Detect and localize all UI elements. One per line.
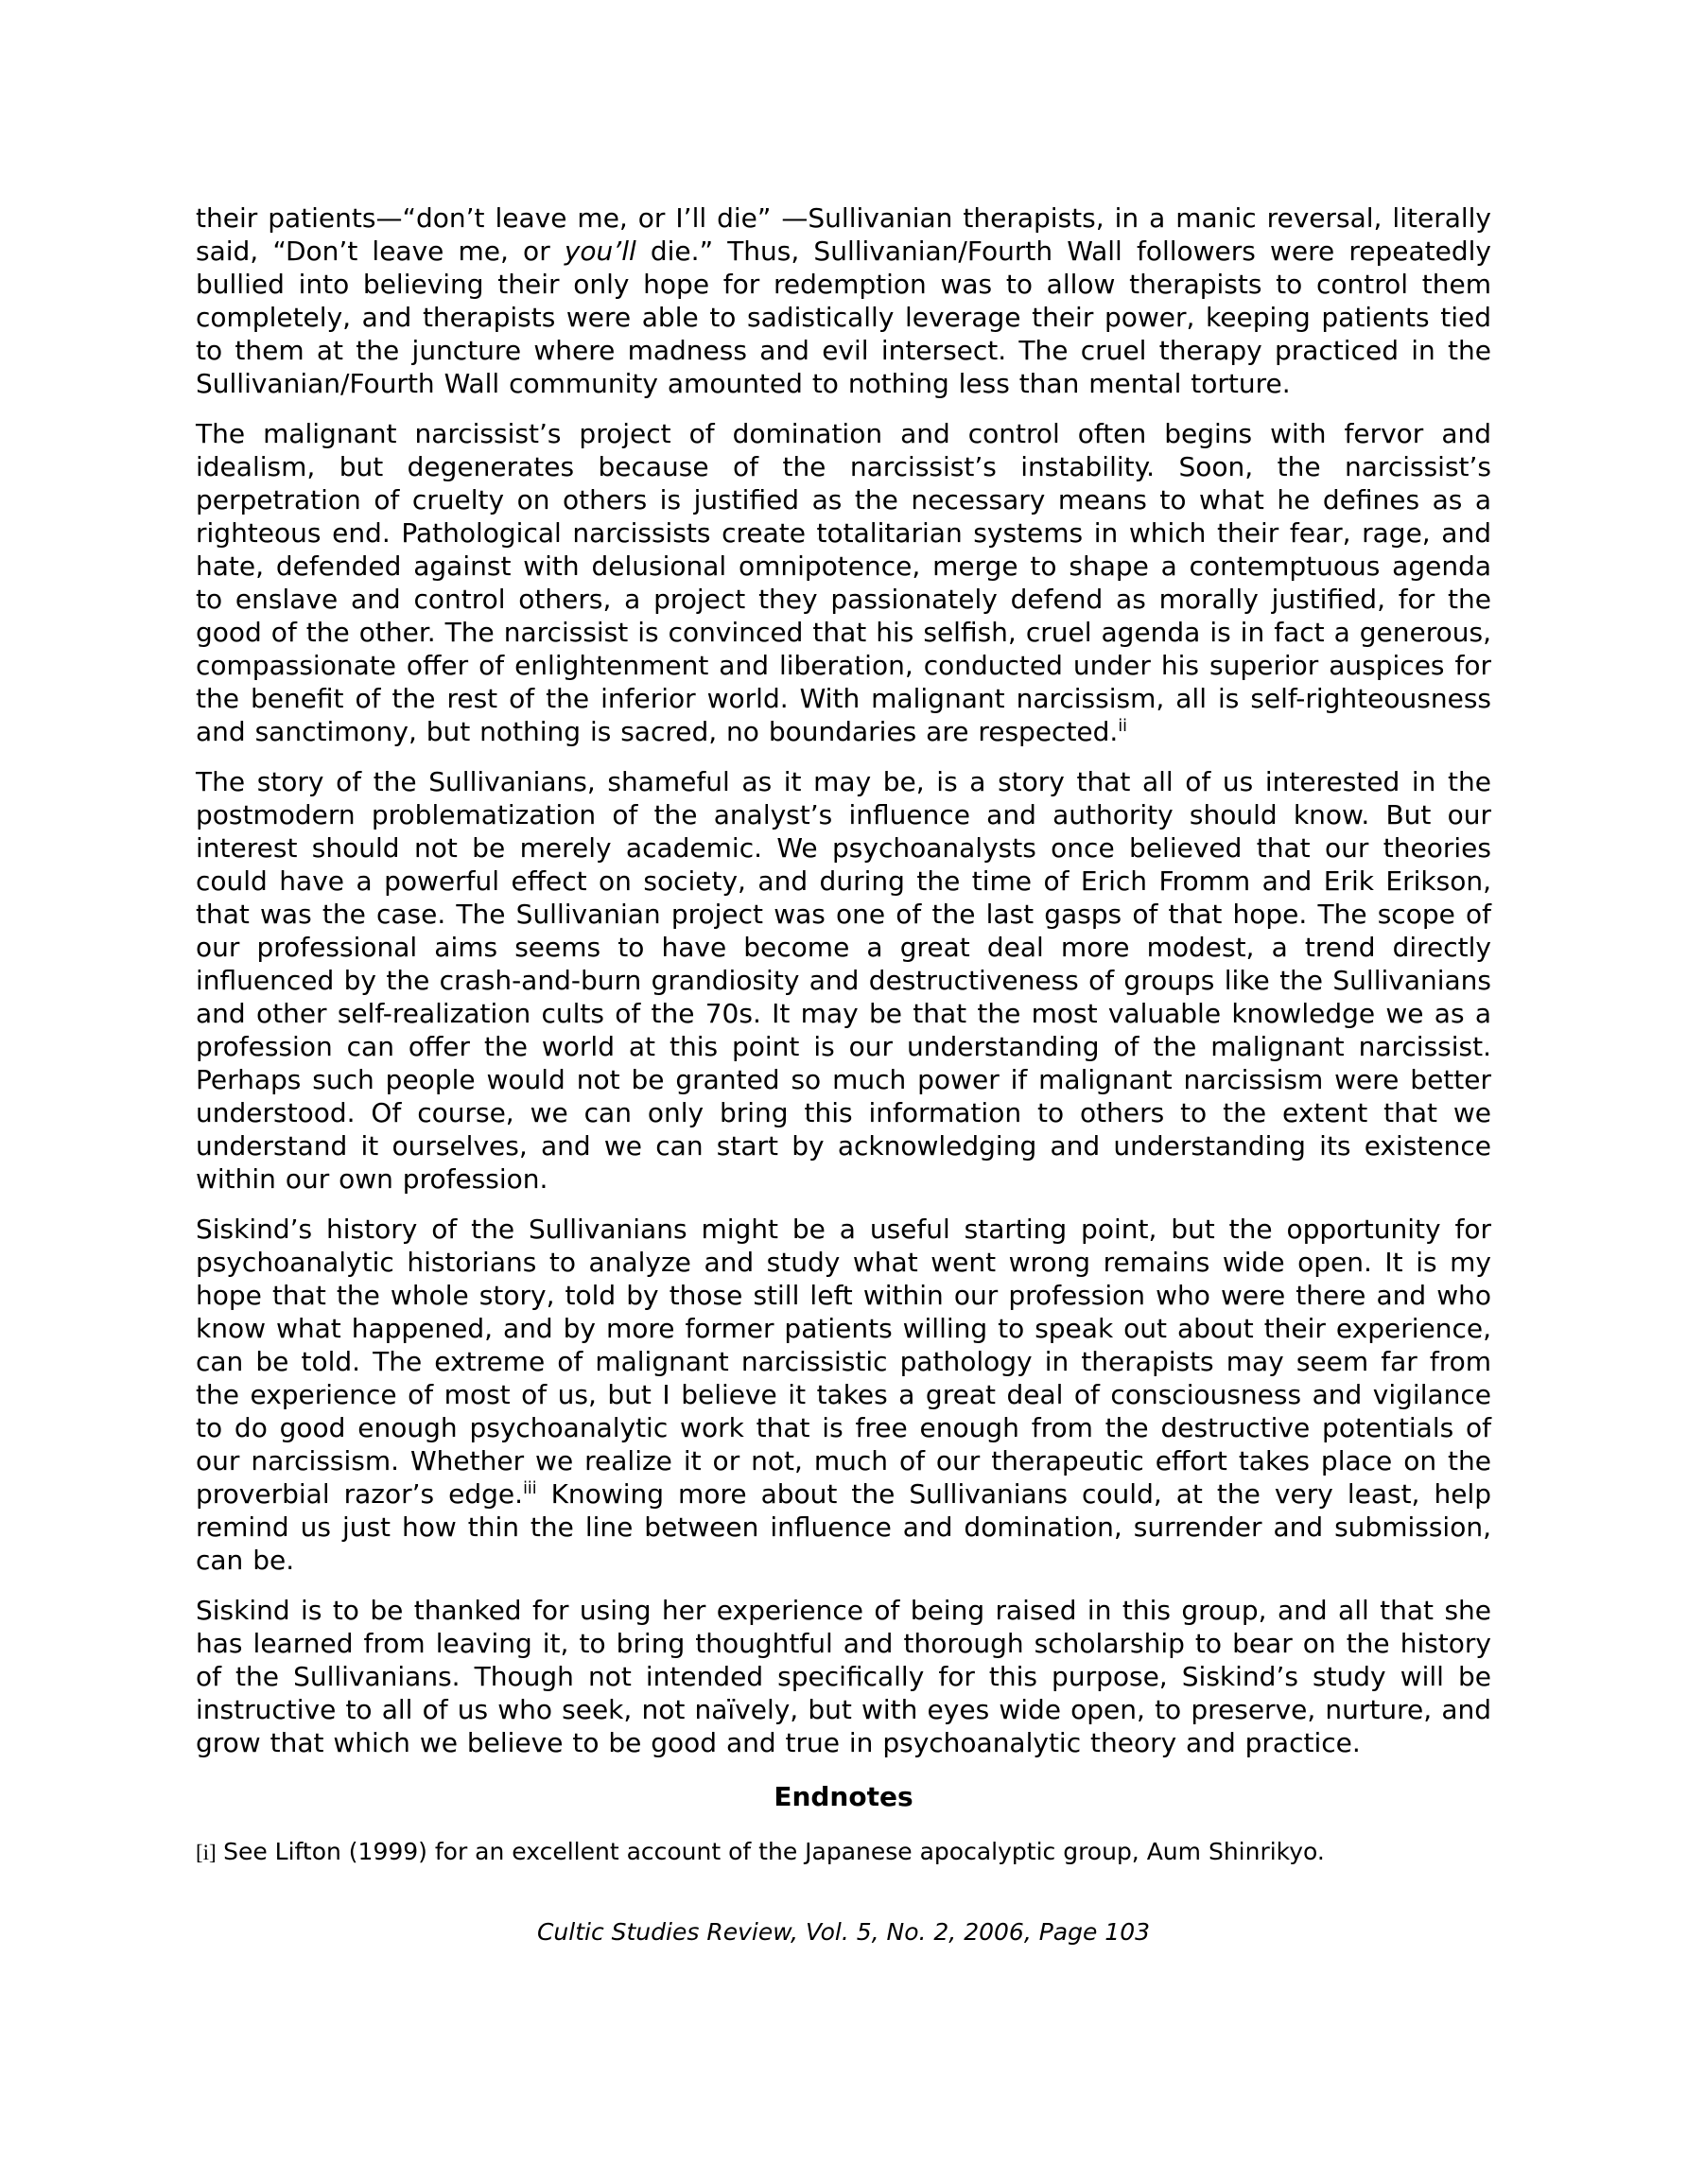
body-paragraph-1	[196, 201, 1491, 400]
body-paragraph-3	[196, 765, 1491, 1196]
body-paragraph-4	[196, 1213, 1491, 1577]
endnote-marker[interactable]: [i]	[196, 1841, 217, 1864]
endnote-item	[196, 1836, 1491, 1868]
paragraph-text: die.” Thus, Sullivanian/Fourth Wall followers were repeatedly bullied into believing their only hope for redemption was to allow therapists to control them completely, and therapists were able to sadistically leverage their power, keeping patients tied to them at the juncture where madness and evil intersect. The cruel therapy practiced in the Sullivanian/Fourth Wall community amounted to nothing less than mental torture.	[196, 236, 1491, 399]
paragraph-text: Siskind’s history of the Sullivanians might be a useful starting point, but the opportunity for psychoanalytic historians to analyze and study what went wrong remains wide open. It is my hope that the whole story, told by those still left within our profession who were there and who know what happened, and by more former patients willing to speak out about their experience, can be told. The extreme of malignant narcissistic pathology in therapists may seem far from the experience of most of us, but I believe it takes a great deal of consciousness and vigilance to do good enough psychoanalytic work that is free enough from the destructive potentials of our narcissism. Whether we realize it or not, much of our therapeutic effort takes place on the proverbial razor’s edge.	[196, 1214, 1491, 1510]
body-paragraph-5	[196, 1594, 1491, 1759]
endnotes-heading: Endnotes	[774, 1781, 913, 1812]
endnote-text: See Lifton (1999) for an excellent account of the Japanese apocalyptic group, Aum Shinrikyo.	[223, 1838, 1325, 1865]
page-footer: Cultic Studies Review, Vol. 5, No. 2, 2006, Page 103	[536, 1918, 1151, 1946]
paragraph-text: Siskind is to be thanked for using her experience of being raised in this group, and all that she has learned from leaving it, to bring thoughtful and thorough scholarship to bear on the history of the Sullivanians. Though not intended specifically for this purpose, Siskind’s study will be instructive to all of us who seek, not naïvely, but with eyes wide open, to preserve, nurture, and grow that which we believe to be good and true in psychoanalytic theory and practice.	[196, 1595, 1491, 1758]
paragraph-text: The malignant narcissist’s project of domination and control often begins with fervor and idealism, but degenerates because of the narcissist’s instability. Soon, the narcissist’s perpetration of cruelty on others is justified as the necessary means to what he defines as a righteous end. Pathological narcissists create totalitarian systems in which their fear, rage, and hate, defended against with delusional omnipotence, merge to shape a contemptuous agenda to enslave and control others, a project they passionately defend as morally justified, for the good of the other. The narcissist is convinced that his selfish, cruel agenda is in fact a generous, compassionate offer of enlightenment and liberation, conducted under his superior auspices for the benefit of the rest of the inferior world. With malignant narcissism, all is self-righteousness and sanctimony, but nothing is sacred, no boundaries are respected.	[196, 418, 1491, 747]
body-paragraph-2	[196, 417, 1491, 748]
paragraph-text: their patients—“don’t leave me, or I’ll die” —Sullivanian therapists, in a manic reversal, literally said, “Don’t leave me, or	[196, 202, 1491, 267]
endnote-ref-ii[interactable]: ii	[1118, 717, 1127, 737]
endnote-ref-iii[interactable]: iii	[523, 1479, 537, 1499]
emphasized-text: you’ll	[564, 236, 636, 267]
paragraph-text: The story of the Sullivanians, shameful as it may be, is a story that all of us interested in the postmodern problematization of the analyst’s influence and authority should know. But our interest should not be merely academic. We psychoanalysts once believed that our theories could have a powerful effect on society, and during the time of Erich Fromm and Erik Erikson, that was the case. The Sullivanian project was one of the last gasps of that hope. The scope of our professional aims seems to have become a great deal more modest, a trend directly influenced by the crash-and-burn grandiosity and destructiveness of groups like the Sullivanians and other self-realization cults of the 70s. It may be that the most valuable knowledge we as a profession can offer the world at this point is our understanding of the malignant narcissist. Perhaps such people would not be granted so much power if malignant narcissism were better understood. Of course, we can only bring this information to others to the extent that we understand it ourselves, and we can start by acknowledging and understanding its existence within our own profession.	[196, 766, 1491, 1195]
paragraph-text: Knowing more about the Sullivanians could, at the very least, help remind us just how thin the line between influence and domination, surrender and submission, can be.	[196, 1478, 1491, 1576]
